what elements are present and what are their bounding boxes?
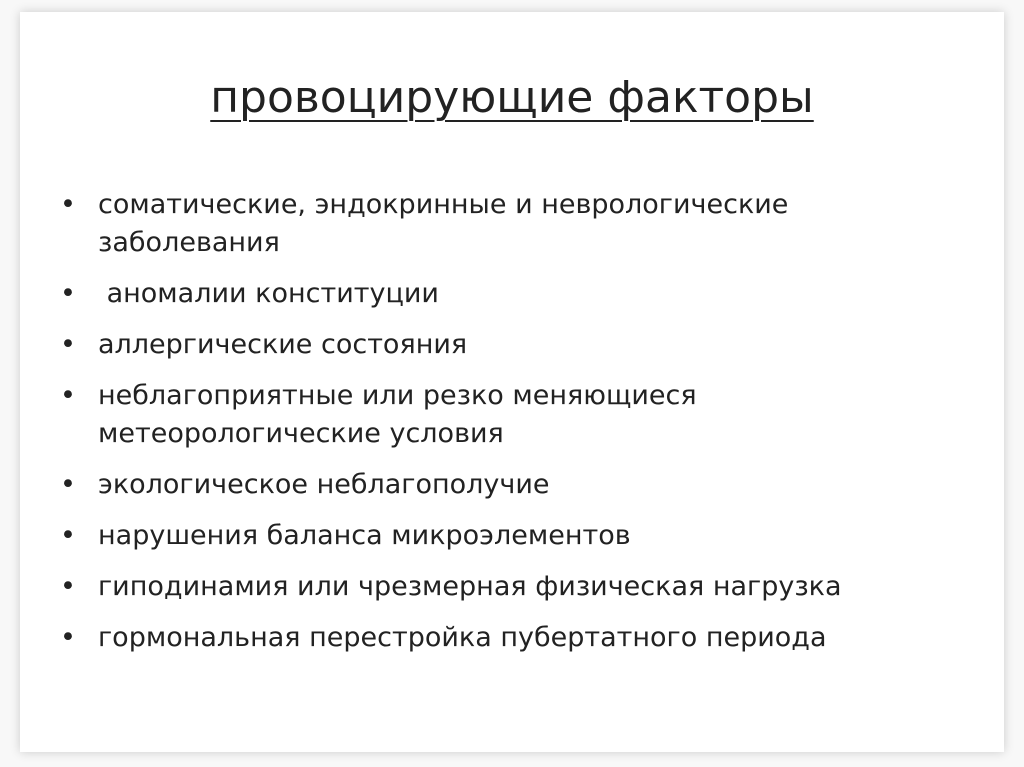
bullet-text: экологическое неблагополучие xyxy=(98,469,550,500)
bullet-item-1 xyxy=(60,186,960,262)
bullet-text: соматические, эндокринные и неврологические заболевания xyxy=(98,189,789,258)
bullet-icon: • xyxy=(60,571,76,602)
bullet-icon: • xyxy=(60,622,76,653)
bullet-text: аллергические состояния xyxy=(98,329,468,360)
bullet-item-2 xyxy=(60,275,960,313)
bullet-item-4 xyxy=(60,377,960,453)
bullet-item-5 xyxy=(60,466,960,504)
bullet-icon: • xyxy=(60,329,76,360)
bullet-icon: • xyxy=(60,520,76,551)
bullet-text: нарушения баланса микроэлементов xyxy=(98,520,631,551)
bullet-list xyxy=(60,186,960,670)
slide-title-text: провоцирующие факторы xyxy=(210,72,814,123)
bullet-item-7 xyxy=(60,568,960,606)
bullet-icon: • xyxy=(60,380,76,411)
bullet-text: гиподинамия или чрезмерная физическая нагрузка xyxy=(98,571,842,602)
bullet-item-6 xyxy=(60,517,960,555)
bullet-text: гормональная перестройка пубертатного периода xyxy=(98,622,827,653)
slide-title xyxy=(20,70,1004,126)
bullet-text: аномалии конституции xyxy=(98,278,439,309)
bullet-icon: • xyxy=(60,278,76,309)
bullet-icon: • xyxy=(60,189,76,220)
slide xyxy=(20,12,1004,752)
bullet-text: неблагоприятные или резко меняющиеся метеорологические условия xyxy=(98,380,697,449)
bullet-item-8 xyxy=(60,619,960,657)
bullet-item-3 xyxy=(60,326,960,364)
bullet-icon: • xyxy=(60,469,76,500)
